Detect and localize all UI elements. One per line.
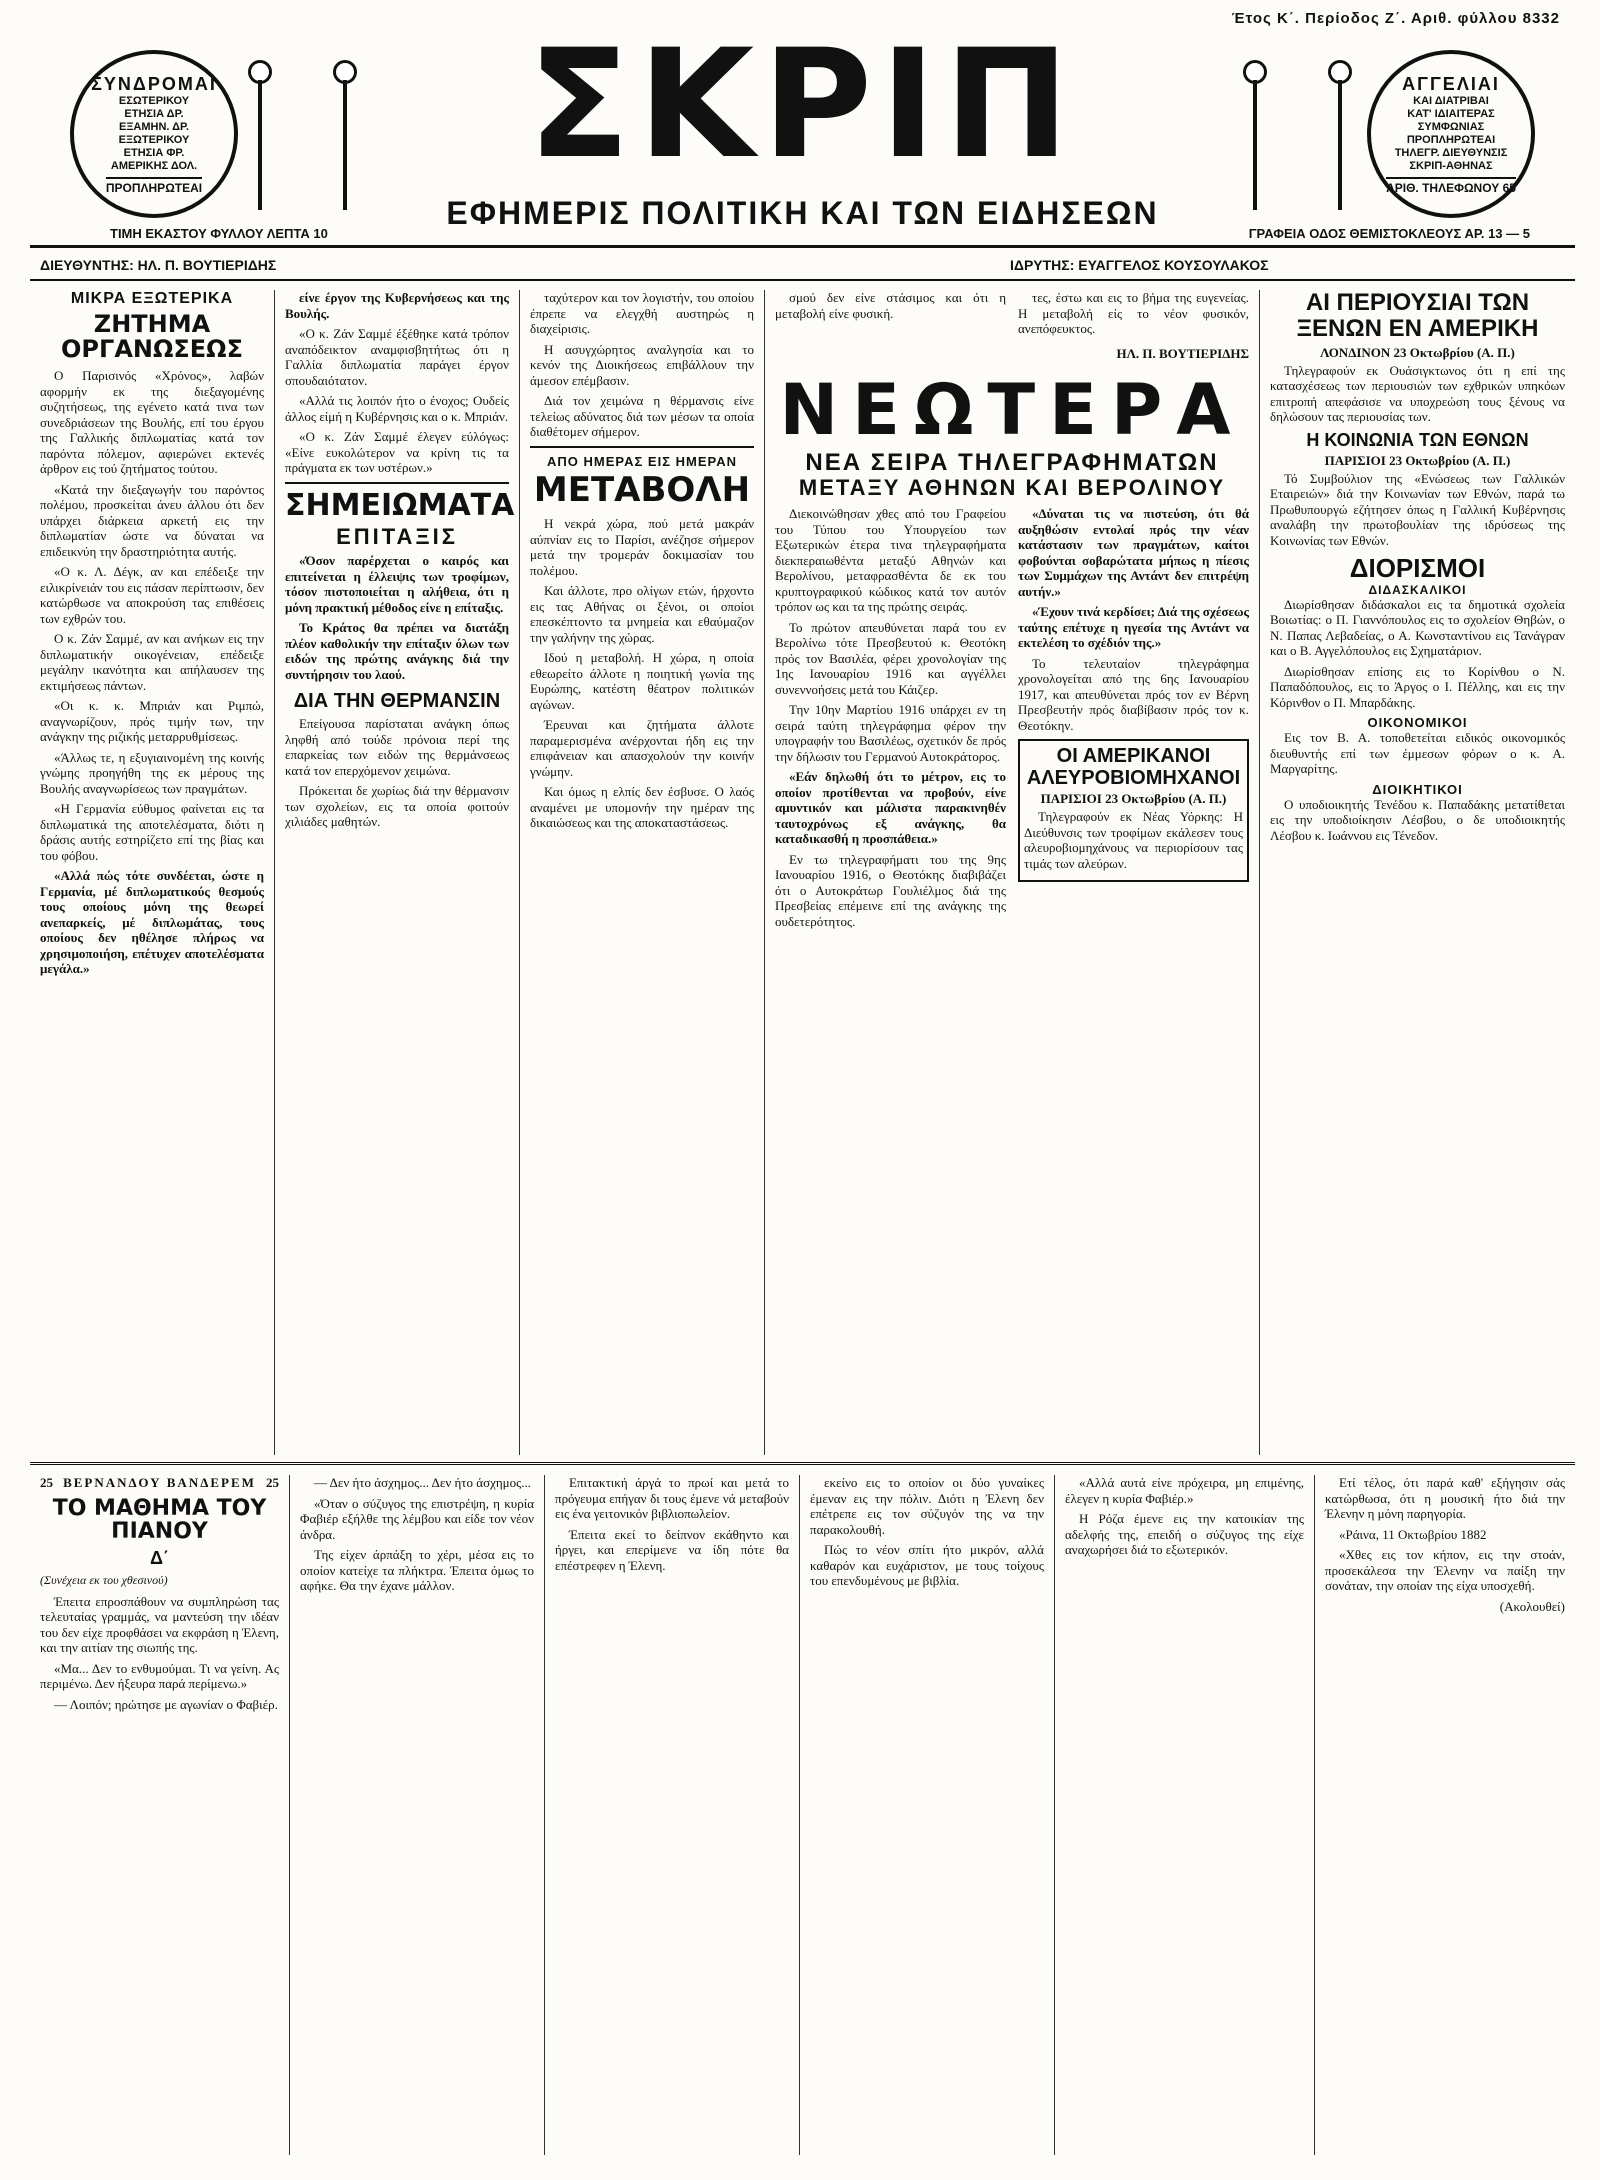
column-4-5 <box>765 290 1260 1455</box>
seal-title: ΣΥΝΔΡΟΜΑΙ <box>91 73 217 94</box>
paragraph: Τό Συμβούλιον της «Ενώσεως των Γαλλικών Εταιρειών» διά την Κοινωνίαν των Εθνών, παρά τω Πρωθυπουργώ εζήτησεν όπως η Γαλλική Κυβέρνησις αναλάβη την πρωτοβουλίαν της ιδρύσεως της Κοινωνίας των Εθνών. <box>1270 470 1565 548</box>
paragraph: Το Κράτος θα πρέπει να διατάξη πλέον καθολικήν την επίταξιν όλων των ειδών της πρώτης ανάγκης διά την συντήρησιν του λαού. <box>285 620 509 682</box>
paragraph: «Όσον παρέρχεται ο καιρός και επιτείνεται η έλλειψις των τροφίμων, τόσον πιστοποιείται η αλήθεια, ότι η μόνη πρακτική μέθοδος είνε η επίταξις. <box>285 553 509 615</box>
paragraph: Ο Παρισινός «Χρόνος», λαβών αφορμήν εκ της διεξαγομένης συζητήσεως, της εγένετο κατά τινα των συνεδριάσεων της Βουλής, επί του έργου της Γαλλικής διπλωματίας κατά τον παρόντα πόλεμον, αφιερώνει εκτενές άρθρον εις τού ζητήματος τούτου. <box>40 368 264 477</box>
section-headline: ΔΙΟΡΙΣΜΟΙ <box>1349 553 1486 584</box>
feuilleton-column-2 <box>290 1475 545 2155</box>
seal-bottom: ΑΡΙΘ. ΤΗΛΕΦΩΝΟΥ 65 <box>1386 177 1516 195</box>
seal-title: ΑΓΓΕΛΙΑΙ <box>1402 73 1500 94</box>
signature: ΗΛ. Π. ΒΟΥΤΙΕΡΙΔΗΣ <box>1116 345 1249 361</box>
paragraph: Έπειτα εκεί το δείπνον εκάθηντο και ήργει, και επερίμενε να ίδη πότε θα επέστρεφεν η Έλενη. <box>555 1526 789 1573</box>
feuilleton-column-3 <box>545 1475 800 2155</box>
paragraph: Ο υποδιοικητής Τενέδου κ. Παπαδάκης μετατίθεται εις την υποδιοίκησιν Λέσβου, ο δε υποδιοικητής Λέσβου κ. Ιωάννου εις Τένεδον. <box>1270 796 1565 843</box>
paragraph: «Έχουν τινά κερδίσει; Διά της σχέσεως ταύτης επέτυχε η ηγεσία της Αντάντ να εκτελέση το σχέδιόν της.» <box>1018 604 1249 651</box>
paragraph: ταχύτερον και τον λογιστήν, του οποίου έπρεπε να ελεγχθή αυστηρώς η διαχείρισις. <box>530 290 754 336</box>
paragraph: Το τελευταίον τηλεγράφημα χρονολογείται από της 6ης Ιανουαρίου 1917, και απευθύνεται πρός τον εν Βέρνη Πρεσβευτήν πρός διαβίβασιν πρός τον κ. Θεοτόκην. <box>1018 655 1249 733</box>
paragraph: — Λοιπόν; ηρώτησε με αγωνίαν ο Φαβιέρ. <box>54 1696 278 1712</box>
paragraph: Τηλεγραφούν εκ Ουάσιγκτωνος ότι η επί της κατασχέσεως των περιουσιών των εχθρικών υπηκόων επιτροπή απεφάσισε να υποχρεώση τους ξένους να δηλώσουν τας περιουσίας των. <box>1270 362 1565 425</box>
dateline: ΛΟΝΔΙΝΟΝ 23 Οκτωβρίου (Α. Π.) <box>1320 344 1515 360</box>
seal-line: ΠΡΟΠΛΗΡΩΤΕΑΙ <box>1406 133 1496 146</box>
paragraph: Διεκοινώθησαν χθες από του Γραφείου του Τύπου του Υπουργείου των Εξωτερικών έτερα τινα τηλεγραφήματα διεκπεραιωθέντα μεταξύ Αθηνών και Βερολίνου, μεταφρασθέντα δε εκ του κρυπτογραφικού κώδικος κατά τον αυτόν τρόπον ως και τα της πρώτης σειράς. <box>775 506 1006 615</box>
newspaper-subtitle: ΕΦΗΜΕΡΙΣ ΠΟΛΙΤΙΚΗ ΚΑΙ ΤΩΝ ΕΙΔΗΣΕΩΝ <box>446 195 1159 231</box>
to-be-continued: (Ακολουθεί) <box>1499 1598 1565 1614</box>
section-kicker: ΔΙΟΙΚΗΤΙΚΟΙ <box>1372 781 1463 797</box>
seal-line: ΚΑΤ' ΙΔΙΑΙΤΕΡΑΣ <box>1407 107 1495 120</box>
article-headline: ΖΗΤΗΜΑ ΟΡΓΑΝΩΣΕΩΣ <box>61 310 243 364</box>
paragraph: Πώς το νέον σπίτι ήτο μικρόν, αλλά καθαρόν και ευχάριστον, με τους τοίχους του επενδυμένους με βιβλία. <box>810 1542 1044 1588</box>
paragraph: τες, έστω και εις το βήμα της ευγενείας. Η μεταβολή είς το νέον φυσικόν, ανεπόφευκτος. <box>1018 290 1249 336</box>
paragraph: είνε έργον της Κυβερνήσεως και της Βουλής. <box>285 290 509 321</box>
seal-line: ΕΞΑΜΗΝ. ΔΡ. <box>118 120 189 133</box>
article-subcolumn <box>775 506 1006 934</box>
column-1 <box>30 290 275 1455</box>
paragraph: «Ράινα, 11 Οκτωβρίου 1882 <box>1339 1526 1487 1542</box>
feuilleton-column-1 <box>30 1475 290 2155</box>
paragraph: Διά τον χειμώνα η θέρμανσις είνε τελείως αδύνατος διά των μέσων τα οποία διαθέτομεν σήμερον. <box>530 393 754 439</box>
feuilleton-author: ΒΕΡΝΑΝΔΟΥ ΒΑΝΔΕΡΕΜ <box>63 1475 256 1490</box>
paragraph: «Η Γερμανία εύθυμος φαίνεται εις τα διπλωματικά της αποτελέσματα, διότι η δράσις αυτής εστηρίζετο επί της βίας και του φόβου. <box>40 801 264 863</box>
seal-line: ΣΥΜΦΩΝΙΑΣ <box>1417 120 1485 133</box>
seal-line: ΕΞΩΤΕΡΙΚΟΥ <box>118 133 190 146</box>
feuilleton-column-6 <box>1315 1475 1575 2155</box>
column-6 <box>1260 290 1575 1455</box>
article-headline: ΑΙ ΠΕΡΙΟΥΣΙΑΙ ΤΩΝ ΞΕΝΩΝ ΕΝ ΑΜΕΡΙΚΗ <box>1296 290 1539 343</box>
seal-line: ΑΜΕΡΙΚΗΣ ΔΟΛ. <box>110 159 198 172</box>
paragraph: «Αλλά τις λοιπόν ήτο ο ένοχος; Ουδείς άλλος είμή η Κυβέρνησις και ο κ. Μπριάν. <box>285 393 509 424</box>
paragraph: Πρόκειται δε χωρίως διά την θέρμανσιν των σχολείων, εις τα οποία φοιτούν χιλιάδες μαθητών. <box>285 783 509 830</box>
article-headline: ΕΠΙΤΑΞΙΣ <box>336 524 458 549</box>
feuilleton-divider <box>30 1462 1575 1465</box>
section-kicker: ΜΙΚΡΑ ΕΞΩΤΕΡΙΚΑ <box>70 290 234 307</box>
article-subcolumn <box>1018 506 1249 934</box>
paragraph: Η ασυγχώρητος αναλγησία και το κενόν της Διοικήσεως επιβάλλουν την άμεσον επέμβασιν. <box>530 341 754 388</box>
paragraph: «Αλλά αυτά είνε πρόχειρα, μη επιμένης, έλεγεν η κυρία Φαβιέρ.» <box>1065 1475 1304 1506</box>
paragraph: Την 10ην Μαρτίου 1916 υπάρχει εν τη σειρά ταύτη τηλεγράφημα φέρον την υπογραφήν του Βασιλέως, σχετικόν δε πρός την δήλωσιν του Γερμανού Αυτοκράτορος. <box>775 702 1006 764</box>
article-headline: ΔΙΑ ΤΗΝ ΘΕΡΜΑΝΣΙΝ <box>293 690 501 713</box>
seal-line: ΚΑΙ ΔΙΑΤΡΙΒΑΙ <box>1413 94 1489 107</box>
divider <box>530 446 754 448</box>
paragraph: «Χθες εις τον κήπον, εις την στοάν, προσεκάλεσα την Έλενην να παίξη την σονάταν, την οποίαν της είχα υποσχεθή. <box>1325 1547 1565 1593</box>
paragraph: Έρευναι και ζητήματα άλλοτε παραμερισμένα ανέρχονται ήδη εις την επιφάνειαν και απασχολούν την κοινήν γνώμην. <box>530 717 754 779</box>
section-kicker: ΟΙΚΟΝΟΜΙΚΟΙ <box>1367 715 1468 731</box>
divider <box>285 482 509 484</box>
paragraph: «Αλλά πώς τότε συνδέεται, ώστε η Γερμανία, μέ διπλωματικούς θεσμούς τους οποίους μόνη της θεωρεί ανεπαρκείς, μέ διπλωμάτας, τους οποίους δεν ηθέλησε πλήρως να χρησιμοποιήση, επέτυχεν αποτελέσματα μεγάλα.» <box>40 868 264 977</box>
section-headline: ΣΗΜΕΙΩΜΑΤΑ <box>285 487 515 523</box>
paragraph: Τηλεγραφούν εκ Νέας Υόρκης: Η Διεύθυνσις των τροφίμων εκάλεσεν τους αλευροβιομηχάνους να περιορίσουν τας τιμάς των αλεύρων. <box>1024 809 1243 871</box>
section-kicker: ΑΠΟ ΗΜΕΡΑΣ ΕΙΣ ΗΜΕΡΑΝ <box>547 453 737 469</box>
paragraph: Ετί τέλος, ότι παρά καθ' εξήγησιν σάς κατώρθωσα, ότι η μουσική ήτο διά την Έλενην η μόνη παρηγορία. <box>1325 1475 1565 1521</box>
feuilleton-column-5 <box>1055 1475 1315 2155</box>
seal-line: ΣΚΡΙΠ-ΑΘΗΝΑΣ <box>1409 159 1493 172</box>
paragraph: Ιδού η μεταβολή. Η χώρα, η οποία εθεωρείτο άλλοτε η ποιητική γωνία της Ευρώπης, κατέστη θέατρον πολιτικών αγώνων. <box>530 650 754 712</box>
paragraph: «Άλλως τε, η εξυγιαινομένη της κοινής γνώμης προηγήθη της εκ μέρους της Βουλής αναγνωρίσεως των πραγμάτων. <box>40 749 264 796</box>
offices-line: ΓΡΑΦΕΙΑ ΟΔΟΣ ΘΕΜΙΣΤΟΚΛΕΟΥΣ ΑΡ. 13 — 5 <box>1248 226 1530 241</box>
section-kicker: ΔΙΔΑΣΚΑΛΙΚΟΙ <box>1368 582 1467 597</box>
feuilleton-number: 25 <box>40 1475 53 1490</box>
paragraph: εκείνο εις το οποίον οι δύο γυναίκες έμεναν εις την πόλιν. Διότι η Έλενη δεν επέτρεπε εις τον σύζυγόν της να την παρακολουθή. <box>810 1475 1044 1537</box>
paragraph: Έπειτα επροσπάθουν να συμπληρώση τας τελευταίας γραμμάς, να μαντεύση την ιδέαν του δεν είχε προφθάσει να εκφράση η Έλενη, και την αιτίαν της σιωπής της. <box>40 1593 279 1656</box>
section-headline: ΝΕΩΤΕΡΑ <box>779 368 1245 451</box>
news-box <box>1018 739 1249 882</box>
paragraph: — Δεν ήτο άσχημος... Δεν ήτο άσχημος... <box>314 1475 532 1490</box>
dateline: ΠΑΡΙΣΙΟΙ 23 Οκτωβρίου (Α. Π.) <box>1040 791 1227 807</box>
founder-name: ΙΔΡΥΤΗΣ: ΕΥΑΓΓΕΛΟΣ ΚΟΥΣΟΥΛΑΚΟΣ <box>1010 257 1269 273</box>
paragraph: σμού δεν είνε στάσιμος και ότι η μεταβολή είνε φυσική. <box>775 290 1006 321</box>
issue-line: Έτος Κ΄. Περίοδος Ζ΄. Αριθ. φύλλου 8332 <box>1231 10 1560 27</box>
paragraph: Εις τον Β. Α. τοποθετείται ειδικός οικονομικός διευθυντής επί των έμμεσων φόρων ο κ. Α. Μαργαρίτης. <box>1270 730 1565 777</box>
feuilleton-number: 25 <box>265 1475 279 1490</box>
paragraph: Η Ρόζα έμενε εις την κατοικίαν της αδελφής της, επειδή ο σύζυγος της είχε αναχωρήσει διά το εξωτερικόν. <box>1065 1511 1304 1557</box>
paragraph: «Μα... Δεν το ενθυμούμαι. Τι να γείνη. Ας περιμένω. Δεν ήξευρα παρά περίμενω.» <box>40 1660 279 1692</box>
paragraph: «Εάν δηλωθή ότι το μέτρον, εις το οποίον προτίθενται να προβούν, είνε αμυντικόν και μάλιστα παρακινηθέν ταυτοχρόνως εξ ανάγκης, θα καταδικασθή η προσπάθεια.» <box>775 769 1006 847</box>
article-body <box>775 506 1249 934</box>
paragraph: Διωρίσθησαν επίσης εις το Κορίνθου ο Ν. Παπαδόπουλος, εις το Άργος ο Ι. Πέλλης, και εις την Κόρινθον ο Π. Μπαρδάκης. <box>1270 663 1565 710</box>
paragraph: «Ο κ. Λ. Δέγκ, αν και επέδειξε την ειλικρίνειάν του εις πάσαν περίπτωσιν, δεν κατώρθωσε να αποκρούση τας επιθέσεις των εχθρών του. <box>40 564 264 626</box>
paragraph: Και άλλοτε, προ ολίγων ετών, ήρχοντο εις τας Αθήνας οι ξένοι, οι οποίοι επεσκέπτοντο τα μνημεία και εθαύμαζον την γαλήνην της χώρας. <box>530 583 754 645</box>
paragraph: Ο κ. Ζάν Σαμμέ, αν και ανήκων εις την διπλωματικήν οικογένειαν, επέδειξε μεγάλην ικανότητα και απήλαυσεν της εκτιμήσεως πάντων. <box>40 631 264 693</box>
advertisements-seal <box>1367 50 1535 218</box>
paragraph: Διωρίσθησαν διδάσκαλοι εις τα δημοτικά σχολεία Βοιωτίας: ο Π. Γιαννόπουλος εις το σχολείον Θηβών, ο Ν. Παπας Λεβαδείας, ο Α. Κωνσταντίνου εις Τανάγραν και ο Β. Αγγελόπουλος εις Σχηματάριον. <box>1270 596 1565 659</box>
director-name: ΔΙΕΥΘΥΝΤΗΣ: ΗΛ. Π. ΒΟΥΤΙΕΡΙΔΗΣ <box>40 257 277 273</box>
seal-line: ΕΣΩΤΕΡΙΚΟΥ <box>118 94 190 107</box>
paragraph: Η νεκρά χώρα, πού μετά μακράν αύπνίαν εις το Παρίσι, ανέζησε σήμερον μετά την τρομεράν δοκιμασίαν του πολέμου. <box>530 516 754 578</box>
paragraph: Επείγουσα παρίσταται ανάγκη όπως ληφθή από τούδε πρόνοια περί της επαρκείας των ειδών της θερμάνσεως κατά τον επερχόμενον χειμώνα. <box>285 716 509 778</box>
seal-bottom: ΠΡΟΠΛΗΡΩΤΕΑΙ <box>106 177 202 195</box>
feuilleton-column-4 <box>800 1475 1055 2155</box>
article-headline: Η ΚΟΙΝΩΝΙΑ ΤΩΝ ΕΘΝΩΝ <box>1306 429 1529 450</box>
paragraph: Της είχεν άρπάξη το χέρι, μέσα εις το οποίον κατείχε τα πλήκτρα. Έπειτα όμως το αφήκε. Θα την έχανε μάλλον. <box>300 1547 534 1593</box>
paragraph: «Όταν ο σύζυγος της επιστρέψη, η κυρία Φαβιέρ εξήλθε της λέμβου και είδε τον νέον άνδρα. <box>300 1495 534 1542</box>
seal-line: ΤΗΛΕΓΡ. ΔΙΕΥΘΥΝΣΙΣ <box>1394 146 1508 159</box>
paragraph: Και όμως η ελπίς δεν έσβυσε. Ο λαός αναμένει με υπομονήν την ημέραν της δικαιώσεως και της αποκαταστάσεως. <box>530 784 754 831</box>
paragraph: «Οι κ. κ. Μπριάν και Ριμπώ, αναγνωρίζουν, πρός τιμήν των, την ανάγκην της ριζικής μεταρρυθμίσεως. <box>40 698 264 745</box>
seal-line: ΕΤΗΣΙΑ ΦΡ. <box>123 146 185 159</box>
paragraph: «Δύναται τις να πιστεύση, ότι θά αυξηθώσιν εντολαί πρός την νέαν κατάστασιν των πραγμάτων, καίτοι φοβούνται σοβαρώτατα μήπως η πίεσις των Συμμάχων της Αντάντ δεν επιτρέψη αυτήν.» <box>1018 506 1249 599</box>
staff-row <box>30 255 1575 281</box>
paragraph: Το πρώτον απευθύνεται παρά του εν Βερολίνω τότε Πρεσβευτού κ. Θεοτόκη πρός τον Βασιλέα, φέρει χρονολογίαν της 1ης Ιανουαρίου 1916 και αγγέλλει συνεννοήσεις μετά του Κάιζερ. <box>775 619 1006 697</box>
feuilleton-chapter: Δ΄ <box>150 1548 169 1569</box>
feuilleton-title: ΤΟ ΜΑΘΗΜΑ ΤΟΥ ΠΙΑΝΟΥ <box>52 1496 267 1545</box>
paragraph: «Ο κ. Ζάν Σαμμέ έλεγεν εύλόγως: «Είνε ευκολώτερον να κρίνη τις τα πράγματα εκ των υστέρων.» <box>285 429 509 475</box>
article-headline: ΜΕΤΑΒΟΛΗ <box>533 469 751 510</box>
continued-note: (Συνέχεια εκ του χθεσινού) <box>40 1572 168 1587</box>
newspaper-title: ΣΚΡΙΠ <box>527 18 1078 192</box>
box-headline: ΟΙ ΑΜΕΡΙΚΑΝΟΙ ΑΛΕΥΡΟΒΙΟΜΗΧΑΝΟΙ <box>1026 745 1241 790</box>
article-subheadline: ΝΕΑ ΣΕΙΡΑ ΤΗΛΕΓΡΑΦΗΜΑΤΩΝ <box>805 448 1219 476</box>
intro-row <box>775 290 1249 342</box>
seal-line: ΕΤΗΣΙΑ ΔΡ. <box>124 107 184 120</box>
price-line: ΤΙΜΗ ΕΚΑΣΤΟΥ ΦΥΛΛΟΥ ΛΕΠΤΑ 10 <box>110 226 328 241</box>
feuilleton-header <box>40 1475 279 1491</box>
dateline: ΠΑΡΙΣΙΟΙ 23 Οκτωβρίου (Α. Π.) <box>1324 452 1511 468</box>
paragraph: Επιτακτική άργά το πρωί και μετά το πρόγευμα επήγαν δι τους έμενε νά μεταβούν εις ένα γειτονικόν βιβλιοπωλείον. <box>555 1475 789 1521</box>
paragraph: Εν τω τηλεγραφήματι του της 9ης Ιανουαρίου 1916, ο Θεοτόκης διαβιβάζει ότι ο Αυτοκράτωρ Γουλιέλμος διά της Πρεσβείας επέμεινε επί της ανάγκης της ουδετερότητος. <box>775 851 1006 929</box>
paragraph: «Ο κ. Ζάν Σαμμέ έξέθηκε κατά τρόπον αναπόδεικτον αναμφισβητήτως ότι η Γαλλία διπλωματία παράγει έργον σπουδαιότατον. <box>285 326 509 388</box>
column-3 <box>520 290 765 1455</box>
paragraph: «Κατά την διεξαγωγήν του παρόντος πολέμου, προσκείται άνευ άλλου ότι δεν υπάρχει διάρκεια αρκετή εις την διπλωματίαν ώστε να δύναται να επιδεικνύη την δραστηριότητα αυτής. <box>40 481 264 559</box>
article-subheadline: ΜΕΤΑΞΥ ΑΘΗΝΩΝ ΚΑΙ ΒΕΡΟΛΙΝΟΥ <box>798 474 1226 500</box>
column-2 <box>275 290 520 1455</box>
